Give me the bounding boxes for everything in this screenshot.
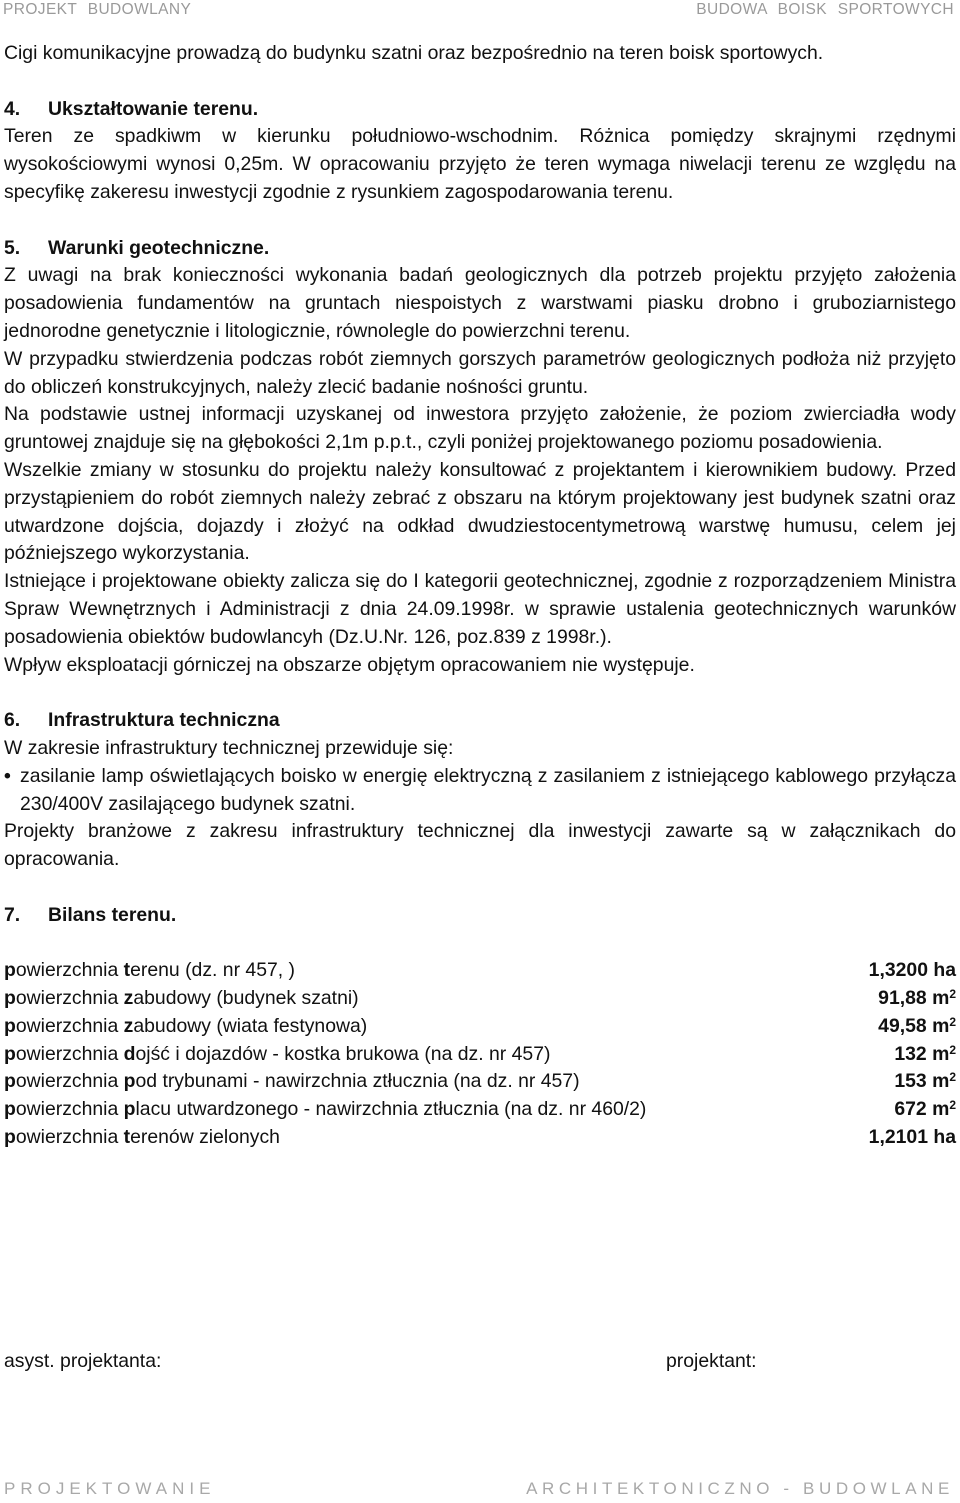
section-7-number: 7. (4, 903, 21, 926)
table-row (4, 1096, 956, 1124)
section-5-paragraph-6: Wpływ eksploatacji górniczej na obszarze objętym opracowaniem nie występuje. (4, 653, 695, 676)
bullet-icon: • (4, 764, 11, 787)
section-5-title: Warunki geotechniczne. (48, 236, 270, 259)
section-5-paragraph-5: Istniejące i projektowane obiekty zalicza się do I kategorii geotechnicznej, zgodnie z rozporządzeniem Ministra Spraw Wewnętrznych i Administracji z dnia 24.09.1998r. w sprawie ustalenia geotechnicznych warunków posadowienia obiektów budowlancyh (Dz.U.Nr. 126, poz.839 z 1998r.). (4, 570, 956, 648)
header-right: BUDOWA BOISK SPORTOWYCH (696, 1, 954, 18)
section-6-after: Projekty branżowe z zakresu infrastruktury technicznej dla inwestycji zawarte są w załącznikach do opracowania. (4, 820, 956, 871)
row-value: 49,58 $m^2$ (878, 1014, 956, 1037)
section-6-number: 6. (4, 709, 21, 732)
section-4-title: Ukształtowanie terenu. (48, 97, 259, 120)
section-5-paragraph-4: Wszelkie zmiany w stosunku do projektu należy konsultować z projektantem i kierownikiem budowy. Przed przystąpieniem do robót ziemnych należy zebrać z obszaru na którym projektowany jest budynek szatni oraz utwardzone dojścia, dojazdy i złożyć na odkład dwudziestocentymetrową warstwę humusu, celem jej późniejszego wykorzystania. (4, 458, 956, 565)
footer-left: PROJEKTOWANIE (4, 1479, 216, 1498)
section-5-paragraph-1: Z uwagi na brak konieczności wykonania badań geologicznych dla potrzeb projektu przyjęto założenia posadowienia fundamentów na gruntach niespoistych z warstwami piasku drobno i gruboziarnistego jednorodne genetycznie i litologicznie, równolegle do powierzchni terenu. (4, 264, 956, 342)
row-label: powierzchnia terenów zielonych (4, 1126, 280, 1149)
section-5-paragraph-2: W przypadku stwierdzenia podczas robót ziemnych gorszych parametrów geologicznych podłoża niż przyjęto do obliczeń konstrukcyjnych, należy zlecić badanie nośności gruntu. (4, 347, 956, 398)
document-body (4, 40, 956, 1152)
page-header (0, 0, 960, 22)
section-6-lead: W zakresie infrastruktury technicznej przewiduje się: (4, 736, 454, 759)
section-5-paragraph-3: Na podstawie ustnej informacji uzyskanej od inwestora przyjęto założenie, że poziom zwierciadła wody gruntowej znajduje się na głębokości 2,1m p.p.t., czyli poniżej projektowanego poziomu posadowienia. (4, 403, 956, 454)
table-row (4, 957, 956, 985)
section-4-number: 4. (4, 97, 21, 120)
section-7-title: Bilans terenu. (48, 903, 177, 926)
row-label: powierzchnia terenu (dz. nr 457, ) (4, 959, 296, 982)
row-value: 672 $m^2$ (894, 1098, 956, 1121)
section-6-heading (4, 707, 956, 735)
table-row (4, 1013, 956, 1041)
section-6-title: Infrastruktura techniczna (48, 709, 280, 732)
assistant-designer-label: asyst. projektanta: (4, 1350, 162, 1372)
footer-right: ARCHITEKTONICZNO - BUDOWLANE (526, 1479, 954, 1498)
row-label: powierzchnia pod trybunami - nawirzchnia ztłucznia (na dz. nr 457) (4, 1070, 580, 1093)
list-item-text: zasilanie lamp oświetlających boisko w energię elektryczną z zasilaniem z istniejącego kablowego przyłącza 230/400V zasilającego budynek szatni. (20, 764, 956, 815)
row-value: 132 $m^2$ (894, 1042, 956, 1065)
row-label: powierzchnia zabudowy (budynek szatni) (4, 987, 359, 1010)
row-value: 91,88 $m^2$ (878, 987, 956, 1010)
list-item (4, 763, 956, 819)
row-value: 153 $m^2$ (894, 1070, 956, 1093)
signature-line (4, 1348, 956, 1376)
intro-paragraph: Cigi komunikacyjne prowadzą do budynku szatni oraz bezpośrednio na teren boisk sportowych. (4, 42, 824, 64)
section-4-text: Teren ze spadkiwm w kierunku południowo-wschodnim. Różnica pomiędzy skrajnymi rzędnymi wysokościowymi wynosi 0,25m. W opracowaniu przyjęto że teren wymaga niwelacji terenu ze względu na specyfikę zakeresu inwestycji zgodnie z rysunkiem zagospodarowania terenu. (4, 125, 956, 203)
section-7-heading (4, 902, 956, 930)
section-5-heading (4, 235, 956, 263)
table-row (4, 1124, 956, 1152)
table-row (4, 985, 956, 1013)
table-row (4, 1041, 956, 1069)
section-5-number: 5. (4, 236, 21, 259)
table-row (4, 1068, 956, 1096)
row-value: 1,2101 ha (868, 1126, 956, 1149)
row-value: 1,3200 ha (868, 959, 956, 982)
section-4-heading (4, 96, 956, 124)
header-left: PROJEKT BUDOWLANY (3, 1, 192, 18)
row-label: powierzchnia zabudowy (wiata festynowa) (4, 1014, 368, 1037)
row-label: powierzchnia dojść i dojazdów - kostka brukowa (na dz. nr 457) (4, 1042, 551, 1065)
row-label: powierzchnia placu utwardzonego - nawirzchnia ztłucznia (na dz. nr 460/2) (4, 1098, 647, 1121)
designer-label: projektant: (666, 1350, 757, 1372)
page-footer (4, 1475, 954, 1499)
land-balance-table (4, 957, 956, 1152)
